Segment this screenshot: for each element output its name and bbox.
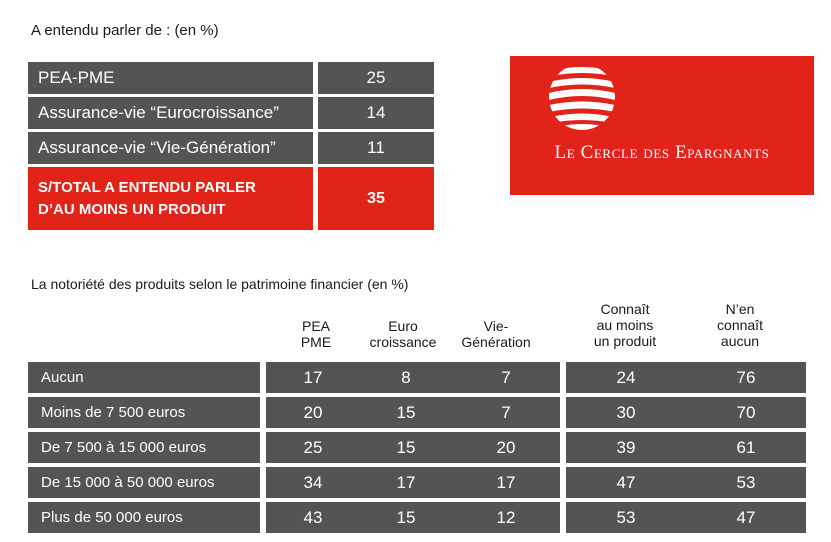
cell: 24 [616,367,636,387]
cell: 34 [303,472,323,492]
subtotal-value: 35 [318,167,434,230]
cell: 8 [401,367,411,387]
cell: 70 [736,402,756,422]
cell: 30 [616,402,636,422]
row-value: 11 [318,132,434,164]
cell: 39 [616,437,636,457]
row-value: 25 [318,62,434,94]
cell: 20 [496,437,516,457]
row-label: Aucun [28,362,260,393]
header-eurocroissance: Euro croissance [369,318,437,350]
table-row [28,362,806,393]
cell: 12 [496,507,516,527]
row-label: Assurance-vie “Vie-Génération” [28,132,313,164]
row-label: Assurance-vie “Eurocroissance” [28,97,313,129]
awareness-table [28,62,434,233]
cell: 17 [303,367,323,387]
table-row [28,502,806,533]
header-vie-generation: Vie- Génération [461,318,531,350]
header-pea-pme: PEA PME [300,318,332,350]
wealth-awareness-table [28,362,806,537]
table-row [28,132,434,164]
cell: 15 [396,437,416,457]
cercle-des-epargnants-logo [510,56,814,195]
row-label: Plus de 50 000 euros [28,502,260,533]
bottom-table-title: La notoriété des produits selon le patrimoine financier (en %) [31,276,409,292]
cell: 17 [496,472,516,492]
cell: 7 [501,402,511,422]
row-label: De 15 000 à 50 000 euros [28,467,260,498]
row-value: 14 [318,97,434,129]
cell: 47 [736,507,756,527]
table-row [28,397,806,428]
cell: 53 [736,472,756,492]
top-table-title: A entendu parler de : (en %) [31,22,219,39]
cell: 47 [616,472,636,492]
cell: 76 [736,367,756,387]
cell: 15 [396,402,416,422]
table-row [28,97,434,129]
subtotal-label: S/TOTAL A ENTENDU PARLER D’AU MOINS UN PRODUIT [28,167,313,230]
row-label: PEA-PME [28,62,313,94]
table-row [28,62,434,94]
cell: 7 [501,367,511,387]
logo-text: Le Cercle des Epargnants [554,142,770,163]
globe-icon [547,62,617,132]
cell: 25 [303,437,323,457]
header-nen-connait-aucun: N’en connaît aucun [717,301,763,349]
row-label: De 7 500 à 15 000 euros [28,432,260,463]
row-label: Moins de 7 500 euros [28,397,260,428]
header-connait-au-moins: Connaît au moins un produit [593,301,657,349]
table-row [28,432,806,463]
cell: 15 [396,507,416,527]
cell: 20 [303,402,323,422]
cell: 17 [396,472,416,492]
table-row [28,467,806,498]
subtotal-row [28,167,434,230]
cell: 61 [736,437,756,457]
cell: 53 [616,507,636,527]
cell: 43 [303,507,323,527]
